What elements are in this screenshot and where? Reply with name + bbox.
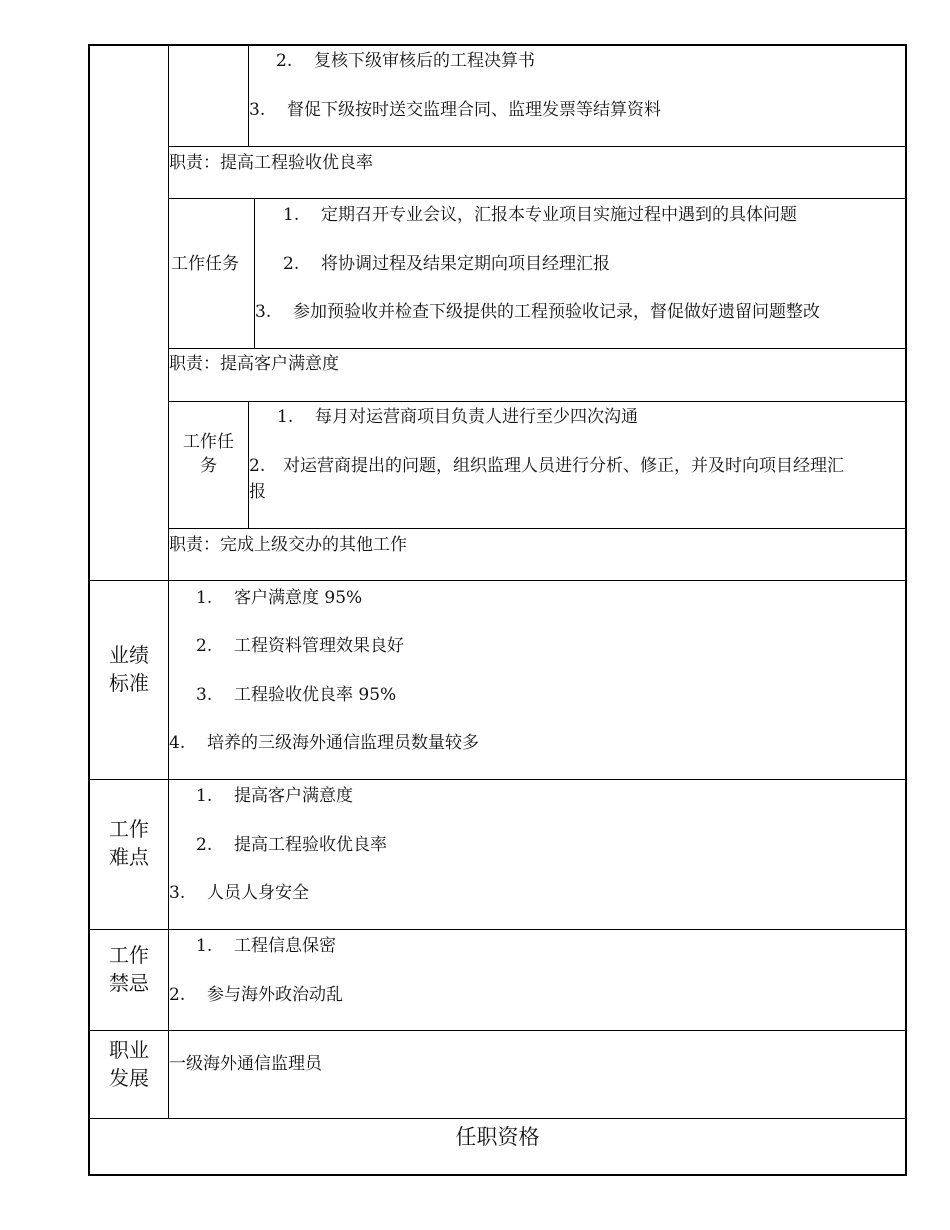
list-item: 1. 客户满意度 95%: [196, 588, 363, 608]
task-label: 工作任 务: [183, 432, 234, 476]
list-item: 1. 定期召开专业会议，汇报本专业项目实施过程中遇到的具体问题: [283, 205, 797, 225]
list-item: 1. 工程信息保密: [196, 936, 336, 956]
difficulty-label: 工作 难点: [109, 817, 149, 869]
qualification-title: 任职资格: [455, 1125, 540, 1149]
list-item: 3. 参加预验收并检查下级提供的工程预验收记录，督促做好遗留问题整改: [255, 302, 820, 322]
performance-label: 业绩 标准: [109, 643, 149, 695]
list-item: 3. 工程验收优良率 95%: [196, 685, 397, 705]
task-label: 工作任务: [171, 254, 239, 274]
list-item: 2. 参与海外政治动乱: [169, 985, 343, 1005]
list-item: 3. 督促下级按时送交监理合同、监理发票等结算资料: [249, 100, 661, 120]
list-item: 2. 将协调过程及结果定期向项目经理汇报: [283, 254, 610, 274]
duty-satisfaction: 职责：提高客户满意度: [169, 354, 339, 374]
list-item: 2. 对运营商提出的问题，组织监理人员进行分析、修正，并及时向项目经理汇: [249, 456, 844, 476]
taboo-label: 工作 禁忌: [109, 943, 149, 995]
list-item: 2. 提高工程验收优良率: [196, 835, 387, 855]
list-item: 3. 人员人身安全: [169, 883, 309, 903]
list-item: 1. 每月对运营商项目负责人进行至少四次沟通: [277, 407, 638, 427]
duty-other: 职责：完成上级交办的其他工作: [169, 535, 407, 555]
career-label: 职业 发展: [109, 1038, 149, 1090]
list-item: 2. 工程资料管理效果良好: [196, 636, 404, 656]
list-item: 2. 复核下级审核后的工程决算书: [276, 51, 535, 71]
career-path: 一级海外通信监理员: [169, 1054, 322, 1074]
duty-acceptance: 职责：提高工程验收优良率: [169, 153, 373, 173]
list-item-continuation: 报: [249, 482, 266, 502]
list-item: 1. 提高客户满意度: [196, 786, 353, 806]
list-item: 4. 培养的三级海外通信监理员数量较多: [169, 733, 479, 753]
